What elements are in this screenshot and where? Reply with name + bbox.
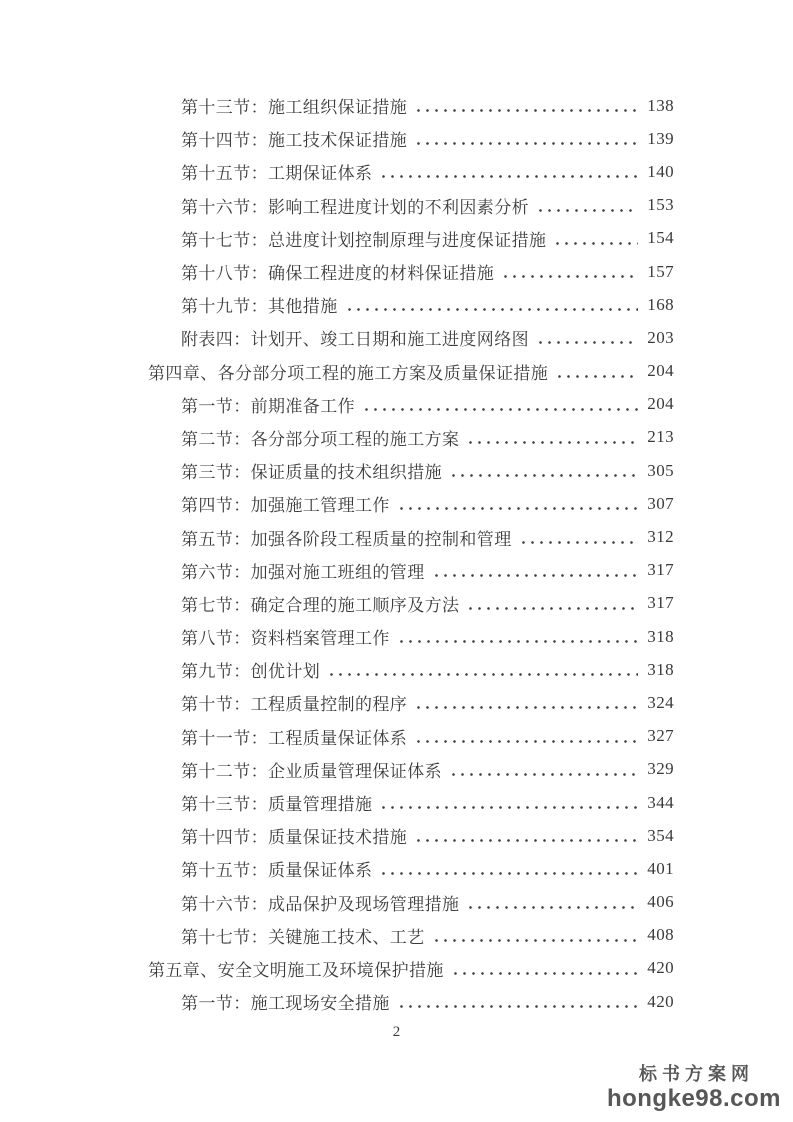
- toc-entry: [148, 155, 674, 188]
- toc-entry-page: 138: [647, 95, 674, 115]
- dot-leader: [519, 541, 639, 544]
- toc-entry: [148, 189, 674, 222]
- toc-entry-title: 第六节：加强对施工班组的管理: [181, 562, 425, 582]
- toc-entry-title: 第四节：加强施工管理工作: [181, 496, 390, 516]
- toc-entry: [148, 288, 674, 321]
- toc-entry-title: 第八节：资料档案管理工作: [181, 629, 390, 649]
- toc-entry: [148, 620, 674, 653]
- dot-leader: [432, 574, 639, 577]
- toc-entry-page: 420: [647, 958, 674, 978]
- toc-entry-title: 第一节：施工现场安全措施: [181, 994, 390, 1014]
- toc-entry: [148, 222, 674, 255]
- toc-entry-page: 140: [647, 161, 674, 181]
- toc-entry-page: 317: [647, 593, 674, 613]
- toc-entry-title: 第二节：各分部分项工程的施工方案: [181, 429, 460, 449]
- toc-entry-title: 第一节：前期准备工作: [181, 396, 355, 416]
- dot-leader: [397, 1005, 638, 1008]
- toc-entry: [148, 554, 674, 587]
- toc-entry-page: 157: [647, 261, 674, 281]
- toc-entry: [148, 686, 674, 719]
- toc-entry-title: 第十七节：关键施工技术、工艺: [181, 927, 425, 947]
- table-of-contents: [148, 89, 674, 1018]
- toc-entry-page: 317: [647, 560, 674, 580]
- toc-entry-title: 第三节：保证质量的技术组织措施: [181, 463, 442, 483]
- toc-entry: [148, 852, 674, 885]
- toc-entry-page: 213: [647, 427, 674, 447]
- dot-leader: [414, 142, 638, 145]
- dot-leader: [449, 773, 638, 776]
- dot-leader: [362, 408, 638, 411]
- toc-entry-title: 附表四：计划开、竣工日期和施工进度网络图: [181, 330, 529, 350]
- dot-leader: [432, 939, 639, 942]
- toc-entry-title: 第五章、安全文明施工及环境保护措施: [148, 960, 444, 980]
- dot-leader: [449, 474, 638, 477]
- toc-entry: [148, 587, 674, 620]
- toc-entry: [148, 321, 674, 354]
- toc-entry: [148, 753, 674, 786]
- watermark-site-url: hongke98.com: [606, 1084, 781, 1112]
- dot-leader: [414, 740, 638, 743]
- dot-leader: [555, 375, 638, 378]
- toc-entry: [148, 720, 674, 753]
- page-number: 2: [392, 1024, 401, 1040]
- dot-leader: [379, 175, 638, 178]
- toc-entry-title: 第十六节：影响工程进度计划的不利因素分析: [181, 197, 529, 217]
- toc-entry-page: 154: [647, 228, 674, 248]
- toc-entry-page: 318: [647, 659, 674, 679]
- dot-leader: [466, 906, 638, 909]
- dot-leader: [397, 640, 638, 643]
- toc-entry-page: 318: [647, 626, 674, 646]
- toc-entry-title: 第十二节：企业质量管理保证体系: [181, 761, 442, 781]
- toc-entry-title: 第十节：工程质量控制的程序: [181, 695, 408, 715]
- dot-leader: [536, 341, 638, 344]
- toc-entry-title: 第十一节：工程质量保证体系: [181, 728, 408, 748]
- toc-entry: [148, 421, 674, 454]
- toc-entry-title: 第十九节：其他措施: [181, 297, 338, 317]
- watermark: [607, 1064, 781, 1112]
- toc-entry-page: 204: [647, 394, 674, 414]
- toc-entry-page: 406: [647, 892, 674, 912]
- toc-entry-page: 327: [647, 726, 674, 746]
- toc-entry-title: 第十六节：成品保护及现场管理措施: [181, 894, 460, 914]
- dot-leader: [414, 706, 638, 709]
- toc-entry-page: 307: [647, 493, 674, 513]
- toc-entry: [148, 919, 674, 952]
- dot-leader: [379, 806, 638, 809]
- toc-entry-page: 305: [647, 460, 674, 480]
- toc-entry-page: 203: [647, 327, 674, 347]
- toc-entry: [148, 653, 674, 686]
- toc-entry-title: 第九节：创优计划: [181, 662, 321, 682]
- toc-chapter-entry: [148, 952, 674, 985]
- dot-leader: [466, 441, 638, 444]
- toc-entry-page: 329: [647, 759, 674, 779]
- toc-entry-title: 第十四节：质量保证技术措施: [181, 828, 408, 848]
- toc-entry-page: 168: [647, 294, 674, 314]
- toc-entry-title: 第七节：确定合理的施工顺序及方法: [181, 595, 460, 615]
- toc-entry-page: 153: [647, 195, 674, 215]
- toc-entry: [148, 255, 674, 288]
- toc-entry: [148, 985, 674, 1018]
- toc-entry: [148, 786, 674, 819]
- toc-entry-page: 408: [647, 925, 674, 945]
- dot-leader: [466, 607, 638, 610]
- toc-entry-page: 354: [647, 825, 674, 845]
- dot-leader: [451, 972, 638, 975]
- toc-entry: [148, 122, 674, 155]
- toc-entry: [148, 819, 674, 852]
- toc-entry-page: 312: [647, 527, 674, 547]
- dot-leader: [536, 209, 638, 212]
- toc-entry-page: 344: [647, 792, 674, 812]
- dot-leader: [345, 308, 639, 311]
- dot-leader: [414, 839, 638, 842]
- toc-entry-title: 第十三节：施工组织保证措施: [181, 98, 408, 118]
- toc-entry: [148, 487, 674, 520]
- toc-entry-page: 324: [647, 692, 674, 712]
- dot-leader: [327, 673, 638, 676]
- toc-entry-page: 420: [647, 991, 674, 1011]
- toc-entry: [148, 454, 674, 487]
- dot-leader: [397, 507, 638, 510]
- toc-entry-page: 401: [647, 858, 674, 878]
- dot-leader: [379, 872, 638, 875]
- toc-entry-title: 第四章、各分部分项工程的施工方案及质量保证措施: [148, 363, 549, 383]
- toc-entry-title: 第十五节：工期保证体系: [181, 164, 373, 184]
- toc-entry: [148, 388, 674, 421]
- toc-entry-title: 第十七节：总进度计划控制原理与进度保证措施: [181, 230, 547, 250]
- toc-entry-title: 第五节：加强各阶段工程质量的控制和管理: [181, 529, 512, 549]
- toc-chapter-entry: [148, 355, 674, 388]
- toc-entry-page: 204: [647, 361, 674, 381]
- toc-entry-title: 第十八节：确保工程进度的材料保证措施: [181, 264, 495, 284]
- toc-entry-title: 第十四节：施工技术保证措施: [181, 131, 408, 151]
- toc-entry: [148, 886, 674, 919]
- dot-leader: [414, 109, 638, 112]
- dot-leader: [501, 275, 638, 278]
- toc-entry-page: 139: [647, 128, 674, 148]
- toc-entry-title: 第十三节：质量管理措施: [181, 795, 373, 815]
- toc-entry: [148, 520, 674, 553]
- toc-entry-title: 第十五节：质量保证体系: [181, 861, 373, 881]
- watermark-site-name: 标书方案网: [638, 1064, 754, 1084]
- dot-leader: [553, 242, 638, 245]
- toc-entry: [148, 89, 674, 122]
